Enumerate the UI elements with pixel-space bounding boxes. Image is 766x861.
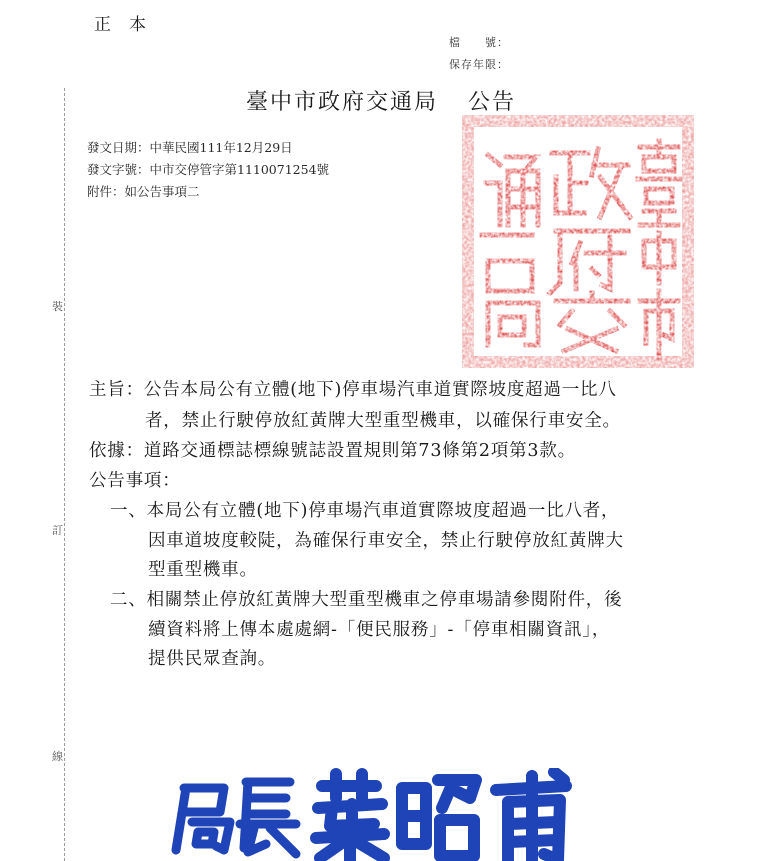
item-2-line-1: 二、相關禁止停放紅黃牌大型重型機車之停車場請參閱附件，後 bbox=[110, 590, 623, 610]
basis-line: 依據：道路交通標誌標線號誌設置規則第73條第2項第3款。 bbox=[89, 441, 576, 461]
retention-label: 保存年限： bbox=[449, 58, 509, 71]
director-signature bbox=[170, 768, 590, 861]
file-number-label: 檔 號： bbox=[449, 36, 509, 49]
attachment-note: 附件：如公告事項二 bbox=[87, 184, 200, 199]
item-1-line-3: 型重型機車。 bbox=[148, 560, 258, 580]
binding-mark-3: 線 bbox=[52, 750, 63, 763]
subject-line-1: 主旨：公告本局公有立體(地下)停車場汽車道實際坡度超過一比八 bbox=[89, 380, 617, 400]
binding-mark-2: 訂 bbox=[52, 524, 63, 537]
page-title bbox=[246, 85, 516, 116]
item-1-line-2: 因車道坡度較陡，為確保行車安全，禁止行駛停放紅黃牌大 bbox=[148, 531, 624, 551]
document-number: 發文字號：中市交停管字第1110071254號 bbox=[87, 162, 330, 177]
item-2-line-2: 續資料將上傳本處處網-「便民服務」-「停車相關資訊」， bbox=[148, 620, 611, 640]
title-org: 臺中市政府交通局 bbox=[246, 90, 439, 115]
item-1-line-1: 一、本局公有立體(地下)停車場汽車道實際坡度超過一比八者， bbox=[110, 501, 620, 521]
issue-date: 發文日期：中華民國111年12月29日 bbox=[87, 140, 293, 155]
items-heading: 公告事項： bbox=[89, 471, 181, 491]
item-2-line-3: 提供民眾查詢。 bbox=[148, 649, 277, 669]
subject-line-2: 者，禁止行駛停放紅黃牌大型重型機車，以確保行車安全。 bbox=[145, 411, 621, 431]
binding-mark-1: 裝 bbox=[52, 300, 63, 313]
title-doc-type: 公告 bbox=[468, 90, 517, 115]
copy-type: 正本 bbox=[94, 15, 164, 35]
official-seal bbox=[460, 113, 696, 370]
binding-line bbox=[64, 88, 65, 861]
